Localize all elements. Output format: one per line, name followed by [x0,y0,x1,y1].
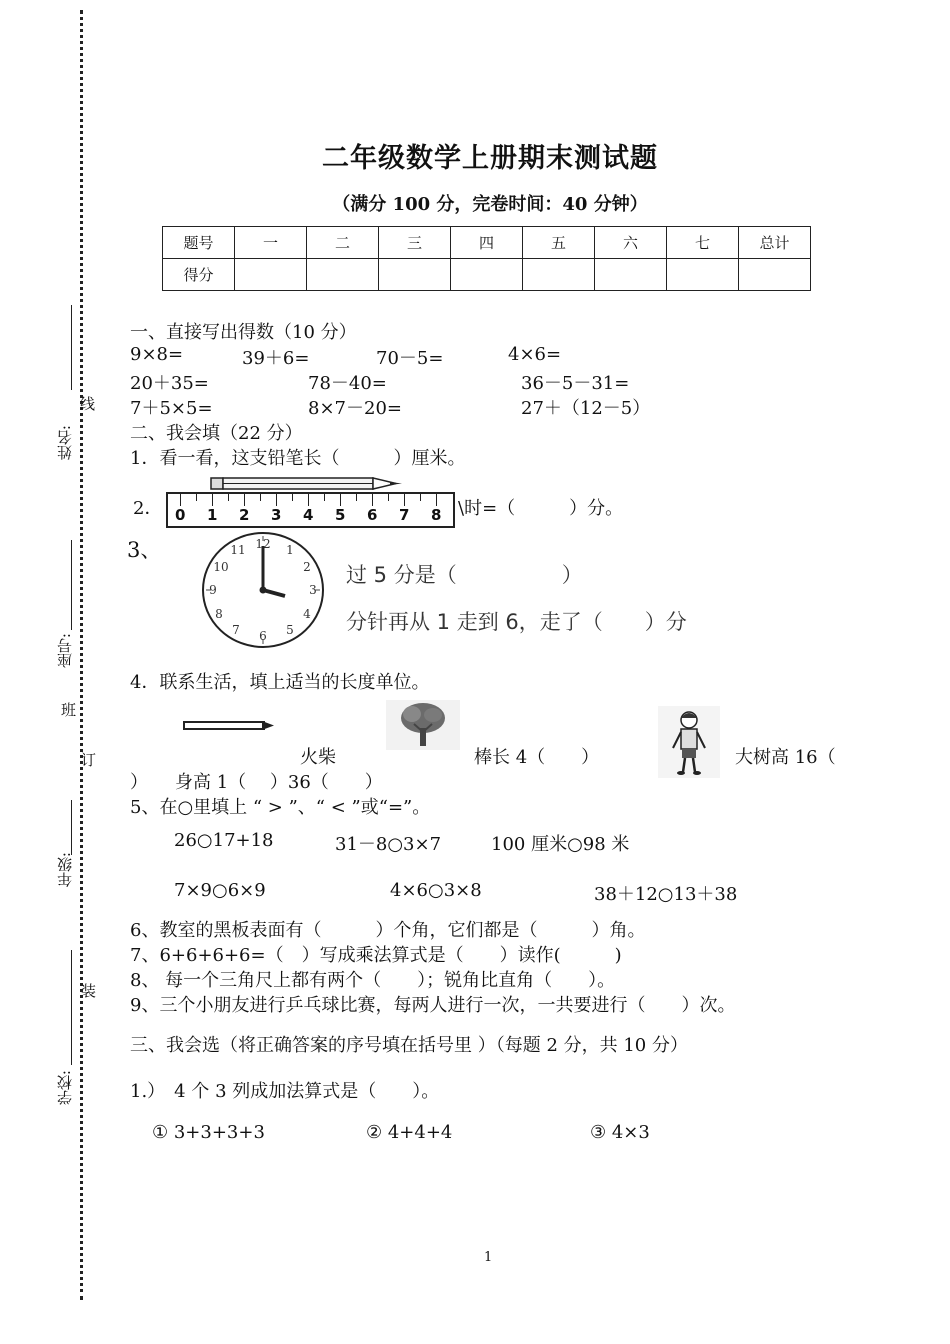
question-2-9: 9、三个小朋友进行乒乓球比赛，每两人进行一次，一共要进行（ ）次。 [130,995,736,1016]
question-2-6: 6、教室的黑板表面有（ ）个角，它们都是（ ）角。 [130,920,646,941]
grade-label: 年级: [56,852,74,888]
question-2-5: 5、在○里填上 “ > ”、“ < ”或“=”。 [130,797,431,818]
ruler-number: 0 [175,506,186,524]
grade-underline [71,800,72,855]
score-table-cell: 总计 [739,227,811,259]
line-label: 线 [78,396,96,411]
page-title: 二年级数学上册期末测试题 [322,143,658,174]
section1-heading: 一、直接写出得数（10 分） [130,322,357,343]
question-2-3-line2: 分针再从 1 走到 6，走了（ ）分 [346,610,687,634]
score-table-cell: 四 [451,227,523,259]
pencil-image [210,476,405,492]
arith-problem: 39＋6= [242,348,310,369]
score-table-cell: 二 [307,227,379,259]
compare-problem: 26○17+18 [174,830,274,851]
svg-text:4: 4 [303,607,311,621]
score-table [162,226,811,291]
svg-text:10: 10 [213,560,229,574]
svg-text:3: 3 [309,583,317,597]
score-input-cell[interactable] [379,259,451,291]
compare-problem: 4×6○3×8 [390,880,482,901]
boy-image [658,706,720,778]
question-2-2-number: 2． [133,498,163,519]
score-input-cell[interactable] [667,259,739,291]
question-2-7: 7、6+6+6+6=（ ）写成乘法算式是（ ）读作( ) [130,945,622,966]
svg-text:12: 12 [255,537,271,551]
ruler-number: 3 [271,506,282,524]
compare-problem: 31－8○3×7 [335,834,442,855]
arith-problem: 27＋（12－5） [521,398,651,419]
score-table-cell: 三 [379,227,451,259]
ruler-number: 8 [431,506,442,524]
svg-text:7: 7 [232,623,240,637]
ruler-number: 2 [239,506,250,524]
score-table-cell: 七 [667,227,739,259]
question-2-1: 1．看一看，这支铅笔长（ ）厘米。 [130,448,466,469]
seat-label: 座号: [56,633,74,669]
score-input-cell[interactable] [595,259,667,291]
svg-text:1: 1 [286,543,294,557]
school-label: 学校: [56,1070,74,1106]
question-2-4: 4．联系生活，填上适当的长度单位。 [130,672,430,693]
seat-underline [71,540,72,630]
score-input-cell[interactable] [739,259,811,291]
question-2-4-cont: ） 身高 1（ ）36（ ） [130,772,383,793]
arith-problem: 8×7－20= [308,398,402,419]
compare-problem: 7×9○6×9 [174,880,266,901]
score-table-header-row [163,227,811,259]
arith-problem: 36－5－31= [521,373,630,394]
class-label: 班 [59,702,77,717]
arith-problem: 20＋35= [130,373,209,394]
ruler-number: 6 [367,506,378,524]
score-input-cell[interactable] [451,259,523,291]
question-2-4-tree: 大树高 16（ [735,747,836,768]
score-table-cell: 六 [595,227,667,259]
question-2-3-number: 3、 [127,538,162,562]
svg-text:11: 11 [230,543,246,557]
staple-label: 装 [79,983,97,998]
choice-option: ① 3+3+3+3 [152,1122,265,1143]
page-subtitle: （满分 100 分，完卷时间：40 分钟） [332,194,648,215]
clock-icon [200,530,326,650]
ruler-number: 4 [303,506,314,524]
section3-heading: 三、我会选（将正确答案的序号填在括号里 ）（每题 2 分，共 10 分） [130,1035,688,1056]
question-2-4-stick: 棒长 4（ ） [474,747,600,768]
score-table-cell: 五 [523,227,595,259]
question-2-4-match: 火柴 [300,747,336,768]
svg-text:2: 2 [303,560,311,574]
ruler-number: 5 [335,506,346,524]
svg-text:5: 5 [286,623,294,637]
arith-problem: 9×8= [130,344,184,365]
score-input-cell[interactable] [523,259,595,291]
question-2-2-text: \时=（ ）分。 [458,498,624,519]
svg-text:6: 6 [259,629,267,643]
name-label: 姓名: [56,425,74,461]
arith-problem: 78－40= [308,373,387,394]
score-input-cell[interactable] [235,259,307,291]
question-3-1: 1.） 4 个 3 列成加法算式是（ ）。 [130,1081,440,1102]
svg-text:9: 9 [209,583,217,597]
question-2-3-line1: 过 5 分是（ ） [346,563,583,587]
score-table-cell: 得分 [163,259,235,291]
school-underline [71,950,72,1065]
arith-problem: 70－5= [376,348,444,369]
ruler-image [166,492,455,528]
bind-label: 订 [79,752,97,767]
score-table-cell: 题号 [163,227,235,259]
arith-problem: 4×6= [508,344,562,365]
arith-problem: 7＋5×5= [130,398,213,419]
section2-heading: 二、我会填（22 分） [130,423,303,444]
score-table-score-row [163,259,811,291]
choice-option: ② 4+4+4 [366,1122,453,1143]
choice-option: ③ 4×3 [590,1122,650,1143]
compare-problem: 38＋12○13＋38 [594,884,738,905]
compare-problem: 100 厘米○98 米 [491,834,630,855]
svg-text:8: 8 [215,607,223,621]
name-underline [71,305,72,390]
page-number: 1 [484,1250,493,1265]
tree-image [386,700,460,750]
matchstick-image [182,718,278,734]
ruler-number: 1 [207,506,218,524]
question-2-8: 8、 每一个三角尺上都有两个（ ）；锐角比直角（ ）。 [130,970,616,991]
ruler-number: 7 [399,506,410,524]
score-table-cell: 一 [235,227,307,259]
score-input-cell[interactable] [307,259,379,291]
